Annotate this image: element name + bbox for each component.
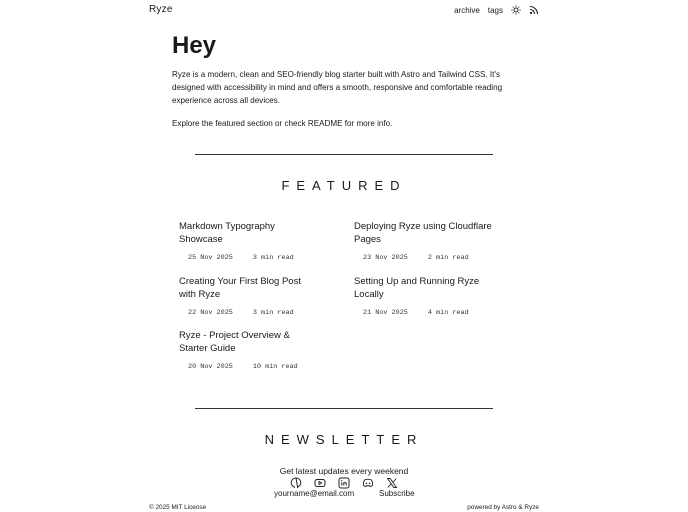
intro-paragraph: Ryze is a modern, clean and SEO-friendly blog starter built with Astro and Tailwind CSS. It's designed with accessibility in mind and offers a smooth, responsive and comfortable reading experience across all devices. — [172, 70, 503, 105]
post-date: 21 Nov 2025 — [363, 309, 408, 317]
post-date: 23 Nov 2025 — [363, 254, 408, 262]
explore-text: Explore the featured section or check README for more info. — [172, 119, 393, 128]
featured-post[interactable] — [179, 220, 319, 265]
social-links — [0, 476, 688, 490]
post-date: 20 Nov 2025 — [188, 363, 233, 371]
post-date: 25 Nov 2025 — [188, 254, 233, 262]
post-title[interactable]: Markdown Typography Showcase — [179, 221, 275, 245]
post-read-time: 3 min read — [252, 309, 294, 317]
featured-heading: FEATURED — [281, 178, 407, 193]
featured-post[interactable] — [354, 220, 494, 265]
footer-license: © 2025 MIT License — [149, 504, 207, 511]
sun-icon[interactable] — [511, 5, 521, 15]
post-read-time: 10 min read — [252, 363, 298, 371]
rss-icon[interactable] — [529, 5, 539, 15]
post-read-time: 4 min read — [427, 309, 469, 317]
newsletter-heading: NEWSLETTER — [264, 432, 424, 447]
post-meta — [363, 252, 494, 265]
footer-powered-by: powered by Astro & Ryze — [467, 504, 539, 511]
post-title[interactable]: Ryze - Project Overview & Starter Guide — [179, 330, 290, 354]
discord-icon[interactable] — [361, 476, 375, 490]
post-title[interactable]: Deploying Ryze using Cloudflare Pages — [354, 221, 492, 245]
featured-post[interactable] — [354, 275, 494, 320]
post-meta — [188, 307, 319, 320]
post-title[interactable]: Creating Your First Blog Post with Ryze — [179, 276, 301, 300]
youtube-icon[interactable] — [313, 476, 327, 490]
post-meta — [188, 252, 319, 265]
nav-archive-link[interactable]: archive — [454, 5, 480, 15]
post-read-time: 3 min read — [252, 254, 294, 262]
featured-post[interactable] — [179, 329, 319, 374]
post-meta — [363, 307, 494, 320]
top-nav — [454, 5, 539, 15]
site-brand[interactable]: Ryze — [149, 4, 173, 15]
featured-post[interactable] — [179, 275, 319, 320]
github-icon[interactable] — [289, 476, 303, 490]
email-field[interactable]: yourname@email.com — [274, 489, 355, 498]
post-meta — [188, 361, 319, 374]
post-date: 22 Nov 2025 — [188, 309, 233, 317]
post-title[interactable]: Setting Up and Running Ryze Locally — [354, 276, 480, 300]
post-read-time: 2 min read — [427, 254, 469, 262]
linkedin-icon[interactable] — [337, 476, 351, 490]
nav-tags-link[interactable]: tags — [487, 5, 503, 15]
divider — [195, 154, 493, 155]
subscribe-button[interactable]: Subscribe — [379, 489, 415, 498]
x-icon[interactable] — [385, 476, 399, 490]
page-title: Hey — [172, 32, 217, 59]
divider — [195, 408, 493, 409]
newsletter-subtitle: Get latest updates every weekend — [279, 466, 409, 476]
